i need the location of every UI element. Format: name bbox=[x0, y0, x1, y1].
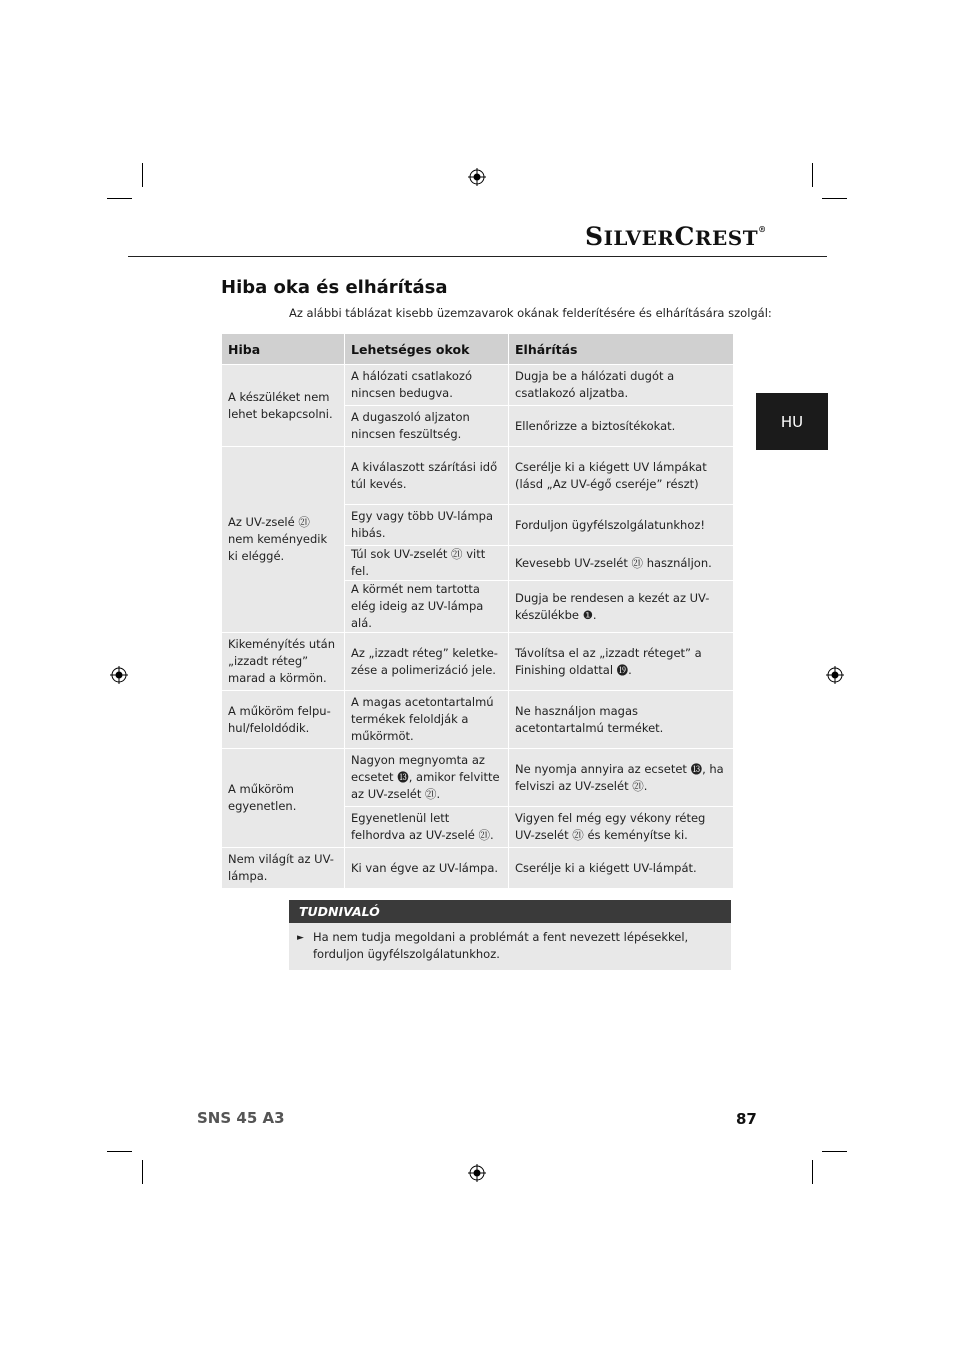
table-row bbox=[222, 749, 734, 807]
crop-mark bbox=[812, 1160, 813, 1184]
cause-cell: Túl sok UV-zselét ㉑ vitt fel. bbox=[345, 546, 509, 581]
column-header-fault: Hiba bbox=[222, 334, 345, 365]
fault-cell: A készüléket nem lehet bekapcsolni. bbox=[222, 365, 345, 447]
column-header-cause: Lehetséges okok bbox=[345, 334, 509, 365]
fault-cell: A műköröm felpu-hul/feloldódik. bbox=[222, 691, 345, 749]
crop-mark bbox=[107, 1151, 132, 1152]
table-row bbox=[222, 365, 734, 406]
cause-cell: Ki van égve az UV-lámpa. bbox=[345, 848, 509, 889]
fault-cell: A műköröm egyenetlen. bbox=[222, 749, 345, 848]
cause-cell: Egy vagy több UV-lámpa hibás. bbox=[345, 505, 509, 546]
remedy-cell: Ellenőrizze a biztosítékokat. bbox=[509, 406, 734, 447]
remedy-cell: Forduljon ügyfélszolgálatunkhoz! bbox=[509, 505, 734, 546]
section-intro: Az alábbi táblázat kisebb üzemzavarok okának felderítésére és elhárítására szolgál: bbox=[289, 306, 772, 320]
note-body bbox=[289, 923, 731, 970]
registration-mark-icon bbox=[110, 666, 128, 684]
cause-cell: A hálózati csatlakozó nincsen bedugva. bbox=[345, 365, 509, 406]
remedy-cell: Cserélje ki a kiégett UV lámpákat (lásd „Az UV-égő cseréje” részt) bbox=[509, 447, 734, 505]
note-heading: TUDNIVALÓ bbox=[289, 900, 731, 923]
cause-cell: Az „izzadt réteg” keletke-zése a polimerizáció jele. bbox=[345, 633, 509, 691]
header-rule bbox=[128, 256, 827, 257]
crop-mark bbox=[822, 198, 847, 199]
crop-mark bbox=[142, 163, 143, 187]
cause-cell: A magas acetontartalmú termékek feloldják a műkörmöt. bbox=[345, 691, 509, 749]
remedy-cell: Vigyen fel még egy vékony réteg UV-zselét ㉑ és keményítse ki. bbox=[509, 807, 734, 848]
remedy-cell: Kevesebb UV-zselét ㉑ használjon. bbox=[509, 546, 734, 581]
remedy-cell: Ne használjon magas acetontartalmú terméket. bbox=[509, 691, 734, 749]
remedy-cell: Dugja be a hálózati dugót a csatlakozó aljzatba. bbox=[509, 365, 734, 406]
table-row bbox=[222, 691, 734, 749]
table-header-row bbox=[222, 334, 734, 365]
cause-cell: Egyenetlenül lett felhordva az UV-zselé ㉑. bbox=[345, 807, 509, 848]
note-box bbox=[289, 900, 731, 970]
remedy-cell: Dugja be rendesen a kezét az UV-készülékbe ❶. bbox=[509, 581, 734, 633]
cause-cell: Nagyon megnyomta az ecsetet ⓭, amikor felvitte az UV-zselét ㉑. bbox=[345, 749, 509, 807]
crop-mark bbox=[822, 1151, 847, 1152]
cause-cell: A dugaszoló aljzaton nincsen feszültség. bbox=[345, 406, 509, 447]
fault-cell: Nem világít az UV-lámpa. bbox=[222, 848, 345, 889]
table-row bbox=[222, 447, 734, 505]
crop-mark bbox=[812, 163, 813, 187]
registration-mark-icon bbox=[468, 1164, 486, 1182]
troubleshooting-table bbox=[221, 333, 734, 889]
page-number: 87 bbox=[736, 1110, 757, 1128]
fault-cell: Kikeményítés után „izzadt réteg” marad a körmön. bbox=[222, 633, 345, 691]
language-tab: HU bbox=[756, 393, 828, 450]
remedy-cell: Távolítsa el az „izzadt réteget” a Finishing oldattal ⓳. bbox=[509, 633, 734, 691]
column-header-remedy: Elhárítás bbox=[509, 334, 734, 365]
brand-logo: SILVERCREST® bbox=[585, 222, 767, 251]
model-number: SNS 45 A3 bbox=[197, 1109, 285, 1127]
section-title: Hiba oka és elhárítása bbox=[221, 277, 448, 298]
table-row bbox=[222, 848, 734, 889]
remedy-cell: Ne nyomja annyira az ecsetet ⓭, ha felviszi az UV-zselét ㉑. bbox=[509, 749, 734, 807]
note-text: Ha nem tudja megoldani a problémát a fent nevezett lépésekkel, forduljon ügyfélszolgálatunkhoz. bbox=[313, 930, 689, 961]
remedy-cell: Cserélje ki a kiégett UV-lámpát. bbox=[509, 848, 734, 889]
table-row bbox=[222, 633, 734, 691]
registration-mark-icon bbox=[468, 168, 486, 186]
fault-cell: Az UV-zselé ㉑ nem keményedik ki eléggé. bbox=[222, 447, 345, 633]
cause-cell: A körmét nem tartotta elég ideig az UV-lámpa alá. bbox=[345, 581, 509, 633]
arrow-right-icon: ► bbox=[297, 933, 304, 943]
crop-mark bbox=[107, 198, 132, 199]
registration-mark-icon bbox=[826, 666, 844, 684]
cause-cell: A kiválaszott szárítási idő túl kevés. bbox=[345, 447, 509, 505]
crop-mark bbox=[142, 1160, 143, 1184]
